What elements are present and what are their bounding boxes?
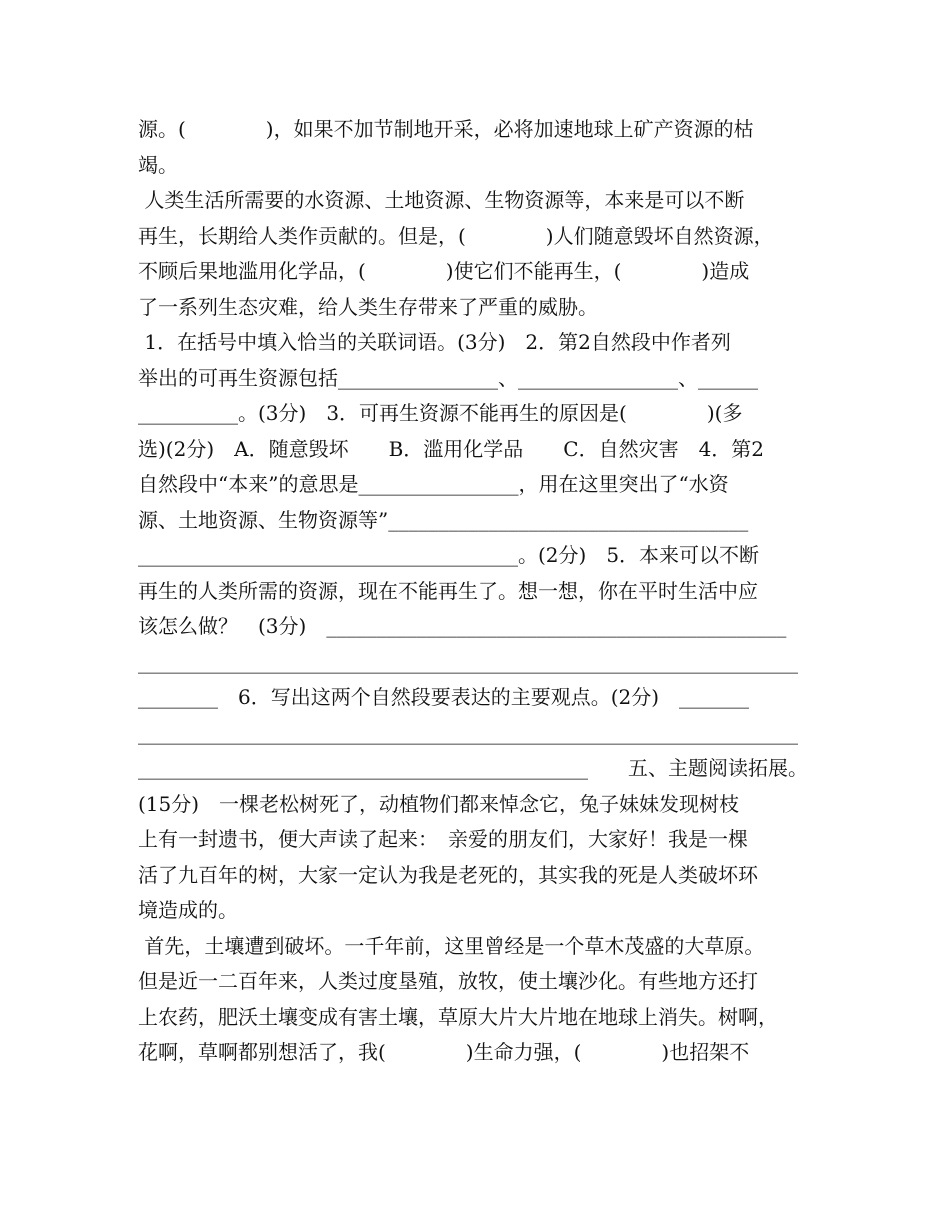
text-line: 选)(2分) A．随意毁坏 B．滥用化学品 C．自然灾害 4．第2 [138, 436, 765, 461]
text-line: 活了九百年的树，大家一定认为我是老死的，其实我的死是人类破坏环 [138, 862, 758, 887]
text-line: _____________________________________________ 五、主题阅读拓展。 [138, 756, 808, 780]
text-line: 自然段中“本来”的意思是________________，用在这里突出了“水资 [138, 472, 729, 496]
text-line: 举出的可再生资源包括________________、________________、______ [138, 365, 758, 390]
text-line: __________________________________________________________________ [138, 649, 798, 674]
text-line: 源。( )，如果不加节制地开采，必将加速地球上矿产资源的枯 [138, 117, 754, 141]
text-line: 该怎么做？ (3分) ______________________________________________ [138, 614, 787, 638]
text-line: 首先，土壤遭到破坏。一千年前，这里曾经是一个草木茂盛的大草原。 [138, 933, 765, 958]
text-line: 了一系列生态灾难，给人类生存带来了严重的威胁。 [138, 294, 598, 319]
document-body [138, 112, 814, 1071]
text-line: __________________________________________________________________ [138, 720, 798, 745]
text-line: 人类生活所需要的水资源、土地资源、生物资源等，本来是可以不断 [138, 188, 745, 212]
text-line: 但是近一二百年来，人类过度垦殖，放牧，使土壤沙化。有些地方还打 [138, 969, 758, 993]
text-line: 花啊，草啊都别想活了，我( )生命力强，( )也招架不 [138, 1040, 750, 1064]
text-line: 源、土地资源、生物资源等”____________________________________ [138, 507, 749, 532]
text-line: 竭。 [138, 152, 178, 177]
text-line: 再生，长期给人类作贡献的。但是，( )人们随意毁坏自然资源， [138, 223, 774, 248]
text-line: 不顾后果地滥用化学品，( )使它们不能再生，( )造成 [138, 259, 750, 283]
text-line: 境造成的。 [138, 898, 238, 922]
text-line: 上农药，肥沃土壤变成有害土壤，草原大片大片地在地球上消失。树啊， [138, 1004, 778, 1029]
text-line: (15分) 一棵老松树死了，动植物们都来悼念它，兔子妹妹发现树枝 [138, 791, 740, 816]
text-line: 1．在括号中填入恰当的关联词语。(3分) 2．第2自然段中作者列 [138, 330, 731, 354]
text-line: 上有一封遗书，便大声读了起来： 亲爱的朋友们，大家好！我是一棵 [138, 827, 748, 851]
text-line: ________ 6．写出这两个自然段要表达的主要观点。(2分) _______ [138, 685, 750, 709]
text-line: __________。(3分) 3．可再生资源不能再生的原因是( )(多 [138, 401, 743, 425]
text-line: ______________________________________。(2分) 5．本来可以不断 [138, 543, 760, 567]
text-line: 再生的人类所需的资源，现在不能再生了。想一想，你在平时生活中应 [138, 578, 758, 603]
